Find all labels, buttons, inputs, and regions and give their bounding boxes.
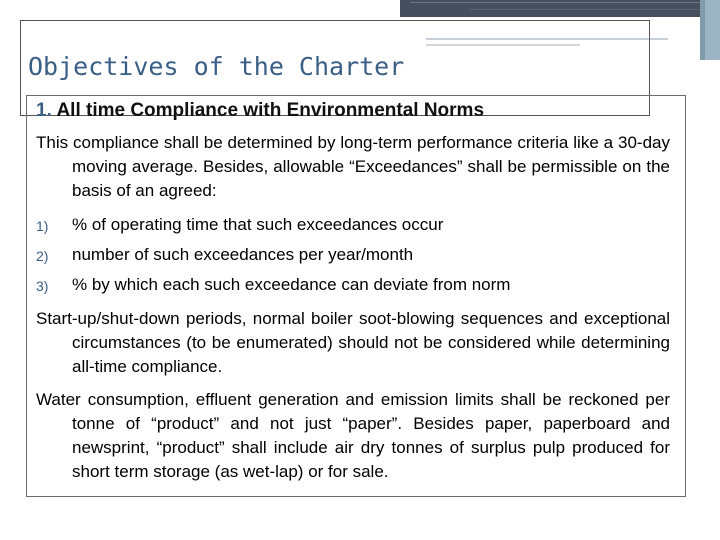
list-item-text: number of such exceedances per year/month [72,245,414,264]
slide-title: Objectives of the Charter [28,52,405,81]
section-heading [36,100,484,122]
startup-paragraph: Start-up/shut-down periods, normal boiler soot-blowing sequences and exceptional circumstances (to be enumerated) should not be considered while determining all-time compliance. [36,309,670,376]
decor-stripe [410,2,720,3]
list-item-text: % of operating time that such exceedances occur [72,215,444,234]
list-item-number: 2) [36,248,49,264]
water-paragraph: Water consumption, effluent generation and emission limits shall be reckoned per tonne of “product” and not just “paper”. Besides paper, paperboard and newsprint, “product” shall include air dry tonnes of surplus pulp produced for short term storage (as wet-lap) or for sale. [36,390,670,481]
heading-text: All time Compliance with Environmental Norms [56,100,485,121]
heading-number: 1. [36,100,52,121]
list-item-number: 3) [36,278,49,294]
list-item-number: 1) [36,218,49,234]
list-item-text: % by which each such exceedance can deviate from norm [72,275,511,294]
decor-stripe [470,9,720,10]
intro-paragraph: This compliance shall be determined by long-term performance criteria like a 30-day moving average. Besides, allowable “Exceedances” shall be permissible on the basis of an agreed: [36,133,670,200]
decor-teal-block-light [705,0,720,60]
